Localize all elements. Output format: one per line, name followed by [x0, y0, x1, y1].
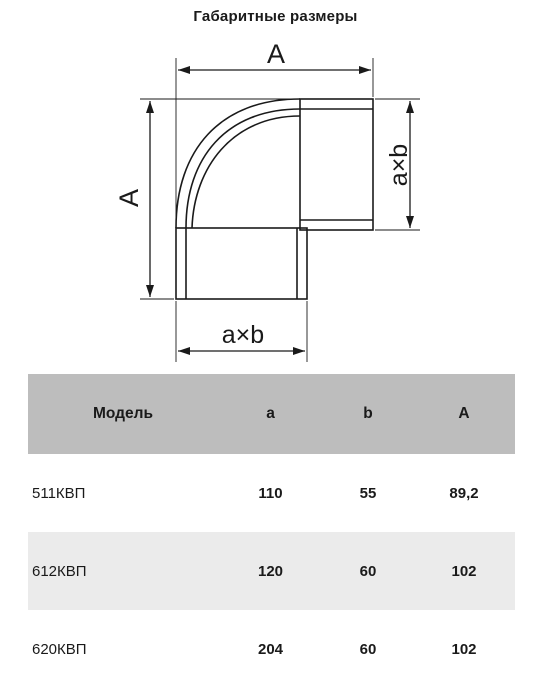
header-model: Модель: [92, 405, 153, 422]
dim-bottom-label: a×b: [221, 321, 265, 349]
cell-A: 102: [451, 640, 477, 658]
dimensions-table: [28, 374, 515, 688]
cell-model: 612КВП: [32, 562, 87, 580]
header-a: a: [266, 405, 275, 422]
header-b: b: [363, 405, 373, 422]
dim-left-label: A: [114, 188, 144, 208]
cell-model: 620КВП: [32, 640, 87, 658]
page-title: Габаритные размеры: [193, 8, 358, 25]
inner-bend: [186, 109, 300, 228]
cell-A: 102: [451, 562, 477, 580]
cell-a: 120: [257, 562, 284, 580]
table-row: [28, 454, 515, 532]
cell-b: 60: [359, 562, 377, 580]
cell-b: 60: [359, 640, 377, 658]
cell-a: 110: [258, 484, 283, 502]
header-A: A: [458, 405, 470, 422]
dim-top-label: A: [266, 39, 286, 69]
inner-bend-2: [192, 116, 300, 228]
bottom-socket: [176, 228, 307, 299]
table-header-row: [28, 374, 515, 454]
cell-b: 55: [359, 484, 377, 502]
elbow-outline: [176, 99, 373, 299]
dim-right-label: a×b: [385, 143, 413, 187]
cell-model: 511КВП: [32, 484, 86, 502]
table-row: [28, 532, 515, 610]
right-socket: [300, 99, 373, 230]
cell-a: 204: [257, 640, 284, 658]
cell-A: 89,2: [449, 484, 479, 502]
table-row: [28, 610, 515, 688]
